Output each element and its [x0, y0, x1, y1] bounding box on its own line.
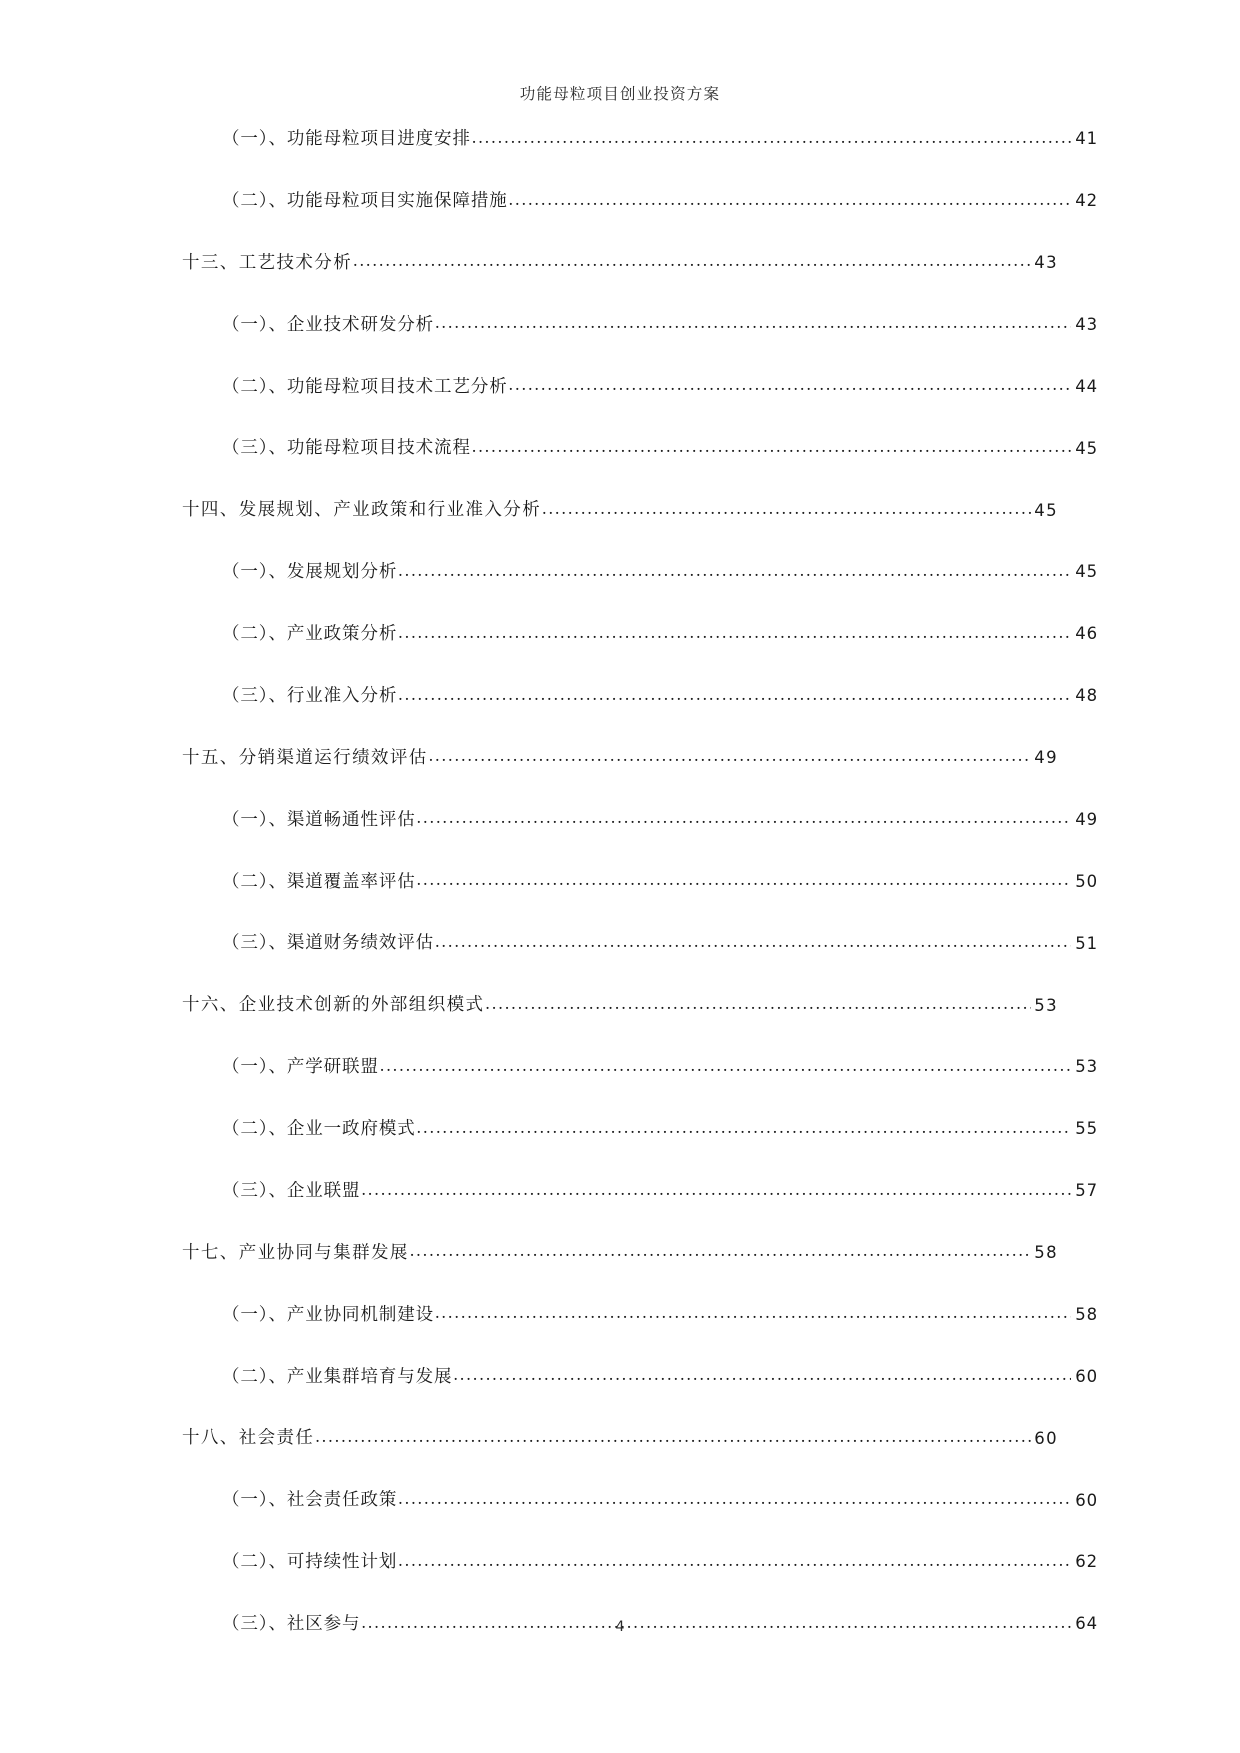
toc-entry-page-number: 50: [1075, 871, 1098, 891]
toc-entry-title: （三）、社区参与: [222, 1613, 361, 1633]
toc-entry-page-number: 43: [1034, 253, 1058, 272]
toc-entry-page-number: 44: [1075, 376, 1098, 396]
toc-entry[interactable]: [182, 1427, 1058, 1449]
toc-leader-dots: [417, 874, 1071, 892]
toc-leader-dots: [509, 379, 1071, 397]
toc-entry-title: 十五、分销渠道运行绩效评估: [182, 746, 428, 767]
toc-entry-title: （一）、渠道畅通性评估: [222, 808, 416, 829]
toc-entry-page-number: 51: [1075, 933, 1098, 953]
toc-leader-dots: [453, 1369, 1071, 1387]
toc-leader-dots: [361, 1183, 1071, 1201]
toc-entry-page-number: 60: [1075, 1490, 1098, 1510]
toc-entry-title: （一）、社会责任政策: [222, 1489, 398, 1510]
toc-entry[interactable]: [182, 1180, 1098, 1202]
toc-entry[interactable]: [182, 376, 1098, 398]
toc-entry-title: （三）、渠道财务绩效评估: [222, 932, 435, 953]
toc-leader-dots: [417, 812, 1071, 830]
toc-entry-title: （一）、产业协同机制建设: [222, 1303, 435, 1324]
toc-leader-dots: [398, 1493, 1071, 1511]
toc-entry-page-number: 42: [1075, 191, 1098, 211]
toc-entry-title: （二）、可持续性计划: [222, 1551, 398, 1572]
toc-entry-page-number: 41: [1075, 129, 1098, 149]
toc-entry-page-number: 45: [1075, 562, 1098, 582]
toc-entry[interactable]: [182, 809, 1098, 831]
toc-leader-dots: [509, 193, 1071, 211]
toc-entry-page-number: 58: [1034, 1243, 1058, 1262]
toc-entry-title: （二）、企业一政府模式: [222, 1118, 416, 1138]
toc-leader-dots: [435, 317, 1071, 335]
toc-leader-dots: [398, 1555, 1071, 1573]
toc-entry-page-number: 60: [1075, 1366, 1098, 1386]
toc-entry[interactable]: [182, 994, 1058, 1016]
toc-entry[interactable]: [182, 561, 1098, 583]
toc-entry[interactable]: [182, 1118, 1098, 1140]
toc-entry-page-number: 60: [1034, 1428, 1058, 1448]
toc-entry[interactable]: [182, 1056, 1098, 1078]
toc-leader-dots: [435, 1307, 1071, 1325]
toc-entry-title: （三）、企业联盟: [222, 1179, 361, 1200]
toc-leader-dots: [472, 441, 1071, 459]
toc-leader-dots: [472, 131, 1071, 149]
toc-leader-dots: [485, 998, 1031, 1016]
toc-entry-page-number: 45: [1034, 500, 1058, 520]
toc-entry-title: （二）、产业集群培育与发展: [222, 1365, 453, 1386]
toc-entry[interactable]: [182, 1242, 1058, 1264]
toc-entry[interactable]: [182, 314, 1098, 336]
toc-entry[interactable]: [182, 190, 1098, 212]
toc-entry[interactable]: [182, 437, 1098, 459]
toc-leader-dots: [398, 688, 1071, 706]
table-of-contents: [182, 128, 1098, 1675]
toc-leader-dots: [380, 1060, 1071, 1078]
toc-entry-title: 十六、企业技术创新的外部组织模式: [182, 994, 485, 1015]
toc-leader-dots: [417, 1121, 1071, 1139]
toc-entry[interactable]: [182, 871, 1098, 893]
toc-entry-page-number: 53: [1075, 1057, 1098, 1077]
toc-entry[interactable]: [182, 128, 1098, 150]
toc-entry-page-number: 49: [1075, 809, 1098, 829]
toc-entry-page-number: 49: [1034, 748, 1058, 767]
toc-entry[interactable]: [182, 685, 1098, 707]
toc-entry-page-number: 57: [1075, 1181, 1098, 1201]
toc-leader-dots: [353, 255, 1031, 273]
toc-entry-page-number: 48: [1075, 686, 1098, 706]
toc-entry-title: （二）、功能母粒项目实施保障措施: [222, 189, 508, 210]
toc-leader-dots: [398, 565, 1071, 583]
toc-entry-page-number: 53: [1034, 995, 1058, 1015]
toc-entry-page-number: 45: [1075, 438, 1098, 458]
toc-entry[interactable]: [182, 1489, 1098, 1511]
toc-entry-title: （二）、功能母粒项目技术工艺分析: [222, 375, 508, 396]
toc-entry-page-number: 64: [1075, 1614, 1098, 1634]
toc-entry[interactable]: [182, 1366, 1098, 1388]
toc-entry[interactable]: [182, 623, 1098, 645]
toc-entry[interactable]: [182, 1304, 1098, 1326]
toc-entry-title: 十四、发展规划、产业政策和行业准入分析: [182, 499, 542, 520]
toc-entry-page-number: 55: [1075, 1119, 1098, 1139]
toc-entry[interactable]: [182, 499, 1058, 521]
toc-entry-title: （一）、企业技术研发分析: [222, 313, 435, 334]
toc-entry-title: （一）、发展规划分析: [222, 561, 398, 582]
toc-entry[interactable]: [182, 1551, 1098, 1573]
toc-entry-title: 十八、社会责任: [182, 1427, 315, 1448]
toc-entry-title: （二）、渠道覆盖率评估: [222, 870, 416, 891]
toc-entry-page-number: 58: [1075, 1304, 1098, 1324]
toc-entry-title: （二）、产业政策分析: [222, 623, 398, 643]
running-header: 功能母粒项目创业投资方案: [519, 86, 721, 103]
toc-entry-page-number: 43: [1075, 314, 1098, 334]
toc-entry-title: （三）、功能母粒项目技术流程: [222, 437, 471, 458]
toc-leader-dots: [315, 1431, 1031, 1449]
toc-entry-title: （一）、功能母粒项目进度安排: [222, 128, 471, 148]
toc-leader-dots: [435, 936, 1071, 954]
toc-entry[interactable]: [182, 932, 1098, 954]
toc-entry-title: 十三、工艺技术分析: [182, 251, 353, 272]
toc-leader-dots: [398, 626, 1071, 644]
toc-entry-page-number: 62: [1075, 1552, 1098, 1572]
toc-leader-dots: [542, 503, 1031, 521]
toc-entry-title: 十七、产业协同与集群发展: [182, 1241, 409, 1262]
toc-leader-dots: [429, 750, 1031, 768]
toc-entry[interactable]: [182, 252, 1058, 274]
toc-leader-dots: [410, 1245, 1031, 1263]
footer-page-number: 4: [615, 1619, 625, 1635]
toc-entry-title: （三）、行业准入分析: [222, 684, 398, 705]
toc-entry-page-number: 46: [1075, 624, 1098, 644]
toc-entry[interactable]: [182, 747, 1058, 769]
toc-entry-title: （一）、产学研联盟: [222, 1056, 379, 1077]
